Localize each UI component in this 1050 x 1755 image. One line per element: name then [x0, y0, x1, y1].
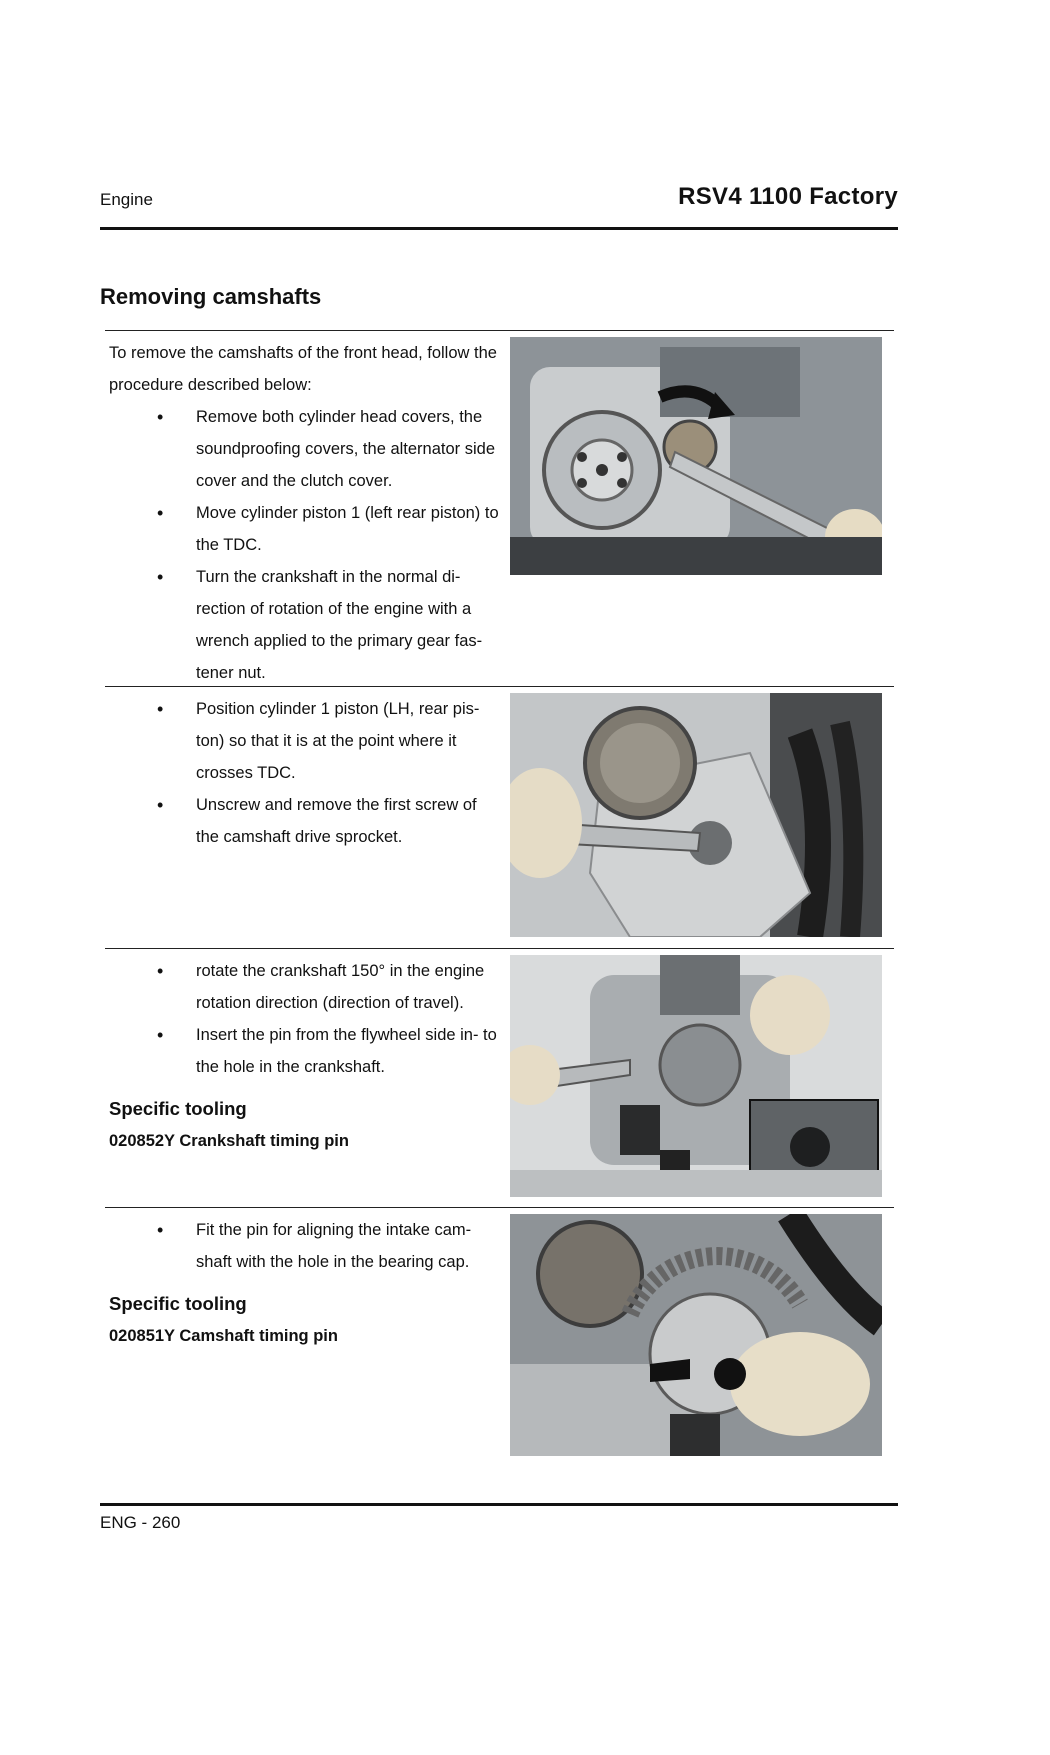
tooling-heading: Specific tooling	[109, 1098, 247, 1119]
camshaft-pin-photo	[510, 1214, 882, 1456]
step-3-text	[109, 955, 499, 1157]
engine-clutch-photo	[510, 337, 882, 575]
bullet-item: • Unscrew and remove the first screw of the camshaft drive sprocket.	[109, 789, 499, 853]
step-intro: To remove the camshafts of the front head, follow the procedure described below:	[109, 344, 497, 394]
header-section: Engine	[100, 190, 153, 209]
tooling-code: 020852Y Crankshaft timing pin	[109, 1132, 349, 1150]
step-3	[105, 948, 894, 1208]
tooling-code: 020851Y Camshaft timing pin	[109, 1327, 338, 1345]
header-rule	[100, 227, 898, 230]
header-model: RSV4 1100 Factory	[678, 183, 898, 210]
bullet-item: • Remove both cylinder head covers, the soundproofing covers, the alternator side cover and the clutch cover.	[109, 401, 499, 497]
bullet-item: • rotate the crankshaft 150° in the engine rotation direction (direction of travel).	[109, 955, 499, 1019]
step-1-bullets	[109, 401, 499, 689]
step-2	[105, 686, 894, 949]
bullet-item: • Turn the crankshaft in the normal di- rection of rotation of the engine with a wrench applied to the primary gear fas- tener nut.	[109, 561, 499, 689]
camshaft-sprocket-photo	[510, 693, 882, 937]
step-3-bullets	[109, 955, 499, 1083]
step-1	[105, 330, 894, 687]
bullet-item: • Fit the pin for aligning the intake cam- shaft with the hole in the bearing cap.	[109, 1214, 499, 1278]
footer-rule	[100, 1503, 898, 1506]
bullet-item: • Position cylinder 1 piston (LH, rear pis- ton) so that it is at the point where it crosses TDC.	[109, 693, 499, 789]
bullet-item: • Move cylinder piston 1 (left rear piston) to the TDC.	[109, 497, 499, 561]
page-number: ENG - 260	[100, 1513, 181, 1532]
step-4	[105, 1207, 894, 1470]
step-2-text	[109, 693, 499, 853]
step-2-bullets	[109, 693, 499, 853]
tooling-heading: Specific tooling	[109, 1293, 247, 1314]
step-4-bullets	[109, 1214, 499, 1278]
step-4-text	[109, 1214, 499, 1352]
step-1-text	[109, 337, 499, 689]
section-title: Removing camshafts	[100, 284, 322, 309]
crankshaft-pin-photo	[510, 955, 882, 1197]
bullet-item: • Insert the pin from the flywheel side in- to the hole in the crankshaft.	[109, 1019, 499, 1083]
